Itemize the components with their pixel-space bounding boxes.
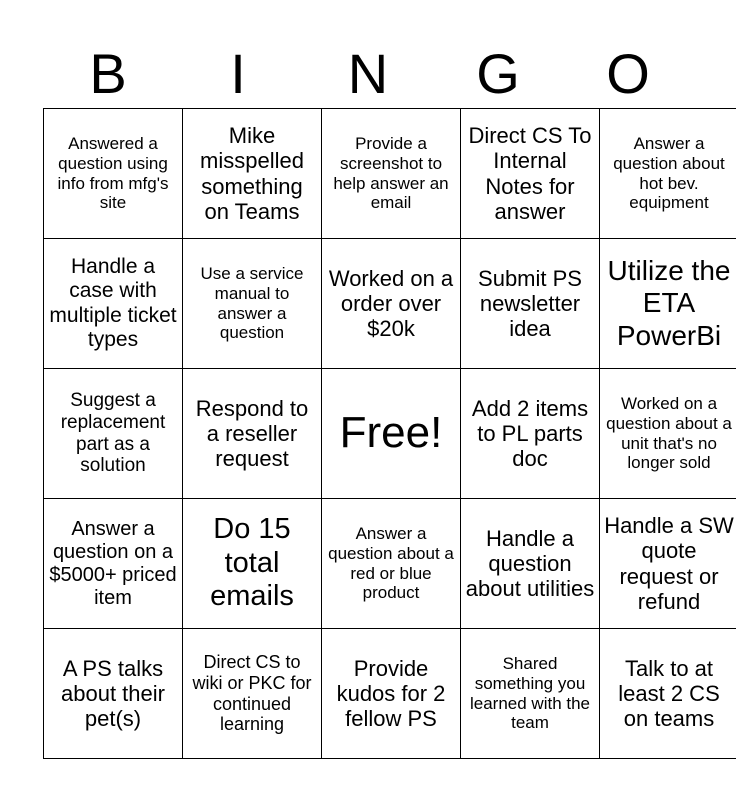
board-row-1 [44,109,736,239]
bingo-cell[interactable]: Submit PS newsletter idea [461,239,600,369]
bingo-board [43,108,736,759]
free-cell[interactable]: Free! [322,369,461,499]
bingo-cell[interactable]: Provide a screenshot to help answer an email [322,109,461,239]
bingo-cell[interactable]: Respond to a reseller request [183,369,322,499]
header-letter-i: I [230,42,246,105]
bingo-cell[interactable]: Answer a question on a $5000+ priced item [44,499,183,629]
board-row-4 [44,499,736,629]
bingo-cell[interactable]: Add 2 items to PL parts doc [461,369,600,499]
bingo-cell[interactable]: Answer a question about a red or blue product [322,499,461,629]
board-row-3 [44,369,736,499]
bingo-cell[interactable]: Direct CS to wiki or PKC for continued learning [183,629,322,759]
bingo-cell[interactable]: Talk to at least 2 CS on teams [600,629,736,759]
header-letter-g: G [476,42,520,105]
bingo-cell[interactable]: Handle a SW quote request or refund [600,499,736,629]
bingo-cell[interactable]: Utilize the ETA PowerBi [600,239,736,369]
bingo-cell[interactable]: Use a service manual to answer a question [183,239,322,369]
bingo-cell[interactable]: Shared something you learned with the team [461,629,600,759]
bingo-cell[interactable]: Direct CS To Internal Notes for answer [461,109,600,239]
board-row-5 [44,629,736,759]
header-letter-o: O [606,42,650,105]
bingo-header [43,40,693,108]
bingo-cell[interactable]: Worked on a question about a unit that's no longer sold [600,369,736,499]
header-letter-b: B [89,42,127,105]
bingo-cell[interactable]: Do 15 total emails [183,499,322,629]
bingo-cell[interactable]: Suggest a replacement part as a solution [44,369,183,499]
bingo-cell[interactable]: Handle a case with multiple ticket types [44,239,183,369]
bingo-cell[interactable]: Worked on a order over $20k [322,239,461,369]
header-letter-n: N [347,42,389,105]
bingo-cell[interactable]: A PS talks about their pet(s) [44,629,183,759]
bingo-cell[interactable]: Provide kudos for 2 fellow PS [322,629,461,759]
board-row-2 [44,239,736,369]
bingo-cell[interactable]: Answered a question using info from mfg's site [44,109,183,239]
bingo-cell[interactable]: Handle a question about utilities [461,499,600,629]
bingo-cell[interactable]: Answer a question about hot bev. equipment [600,109,736,239]
bingo-cell[interactable]: Mike misspelled something on Teams [183,109,322,239]
